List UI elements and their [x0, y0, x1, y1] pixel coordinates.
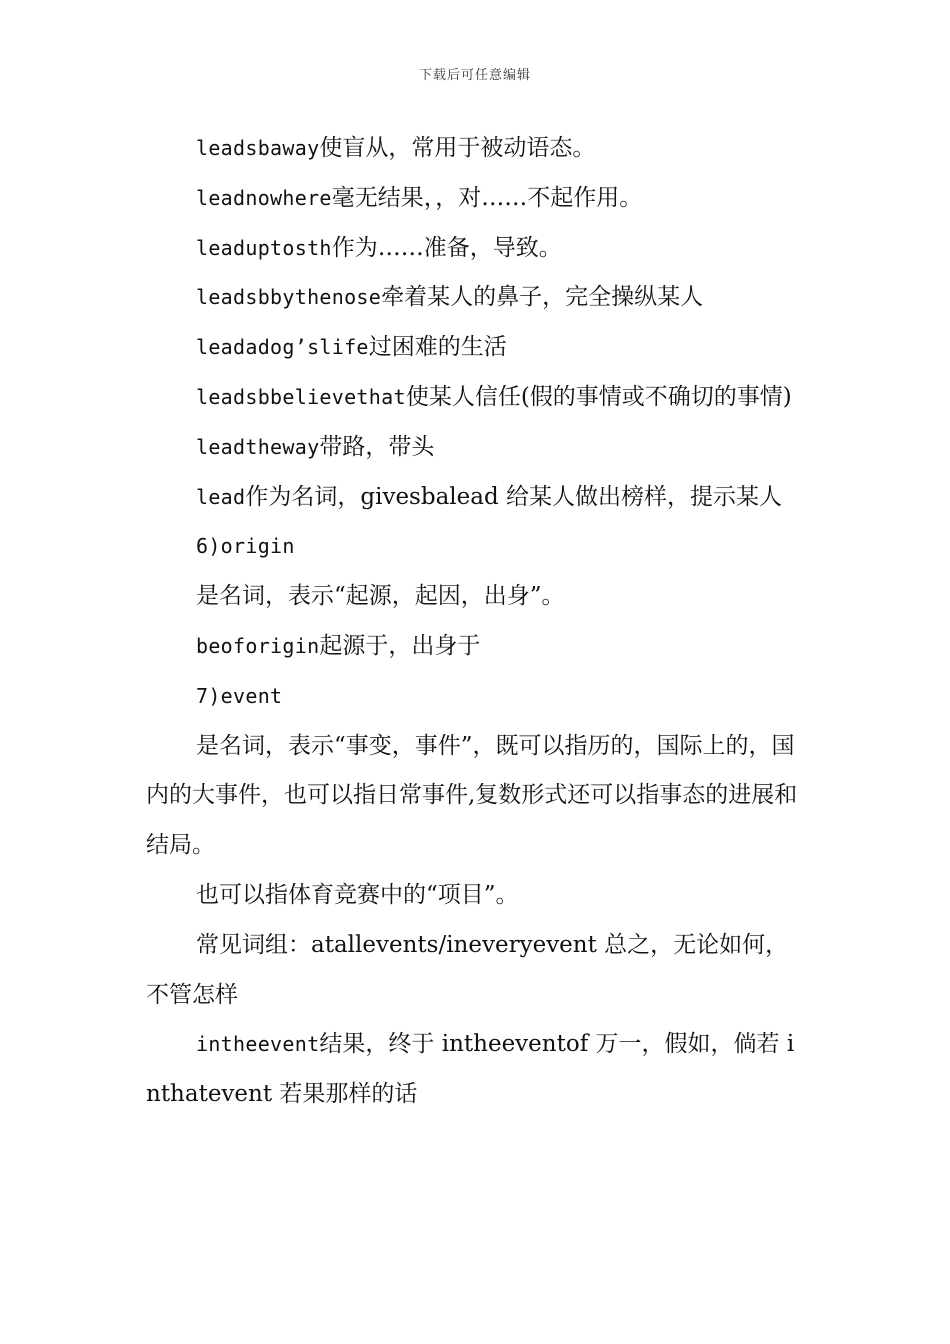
- phrase-definition: 使某人信任(假的事情或不确切的事情): [405, 383, 792, 410]
- phrase-term: leaduptosth: [196, 235, 332, 260]
- paragraph-leadnowhere: [146, 174, 808, 224]
- phrase-definition: 起源于，出身于: [319, 632, 481, 659]
- phrase-term: leadsbaway: [196, 136, 320, 160]
- phrase-definition: 作为……准备，导致。: [331, 234, 562, 261]
- paragraph-leadsbbythenose: [146, 273, 808, 323]
- phrase-definition: 是名词，表示“事变，事件”，既可以指历的，国际上的，国内的大事件，也可以指日常事件,复数形式还可以指事态的进展和结局。: [146, 732, 798, 859]
- section-heading-origin: [146, 522, 808, 572]
- section-heading-event: [146, 672, 808, 722]
- phrase-definition: 带路，带头: [319, 433, 435, 460]
- phrase-term: leadsbbythenose: [196, 285, 382, 310]
- paragraph-intheevent: [146, 1020, 808, 1120]
- phrase-definition: 过困难的生活: [368, 334, 507, 361]
- section-heading-text: 6)origin: [196, 534, 295, 559]
- paragraph-leaduptosth: [146, 224, 808, 274]
- paragraph-common-phrases: [146, 921, 808, 1021]
- paragraph-leadadogslife: [146, 323, 808, 373]
- phrase-definition: 是名词，表示“起源，起因，出身”。: [196, 583, 565, 610]
- phrase-term: beoforigin: [196, 633, 320, 658]
- phrase-term: leadsbbelievethat: [196, 384, 406, 409]
- phrase-definition: 常见词组：atallevents/ineveryevent 总之，无论如何，不管怎样: [146, 931, 789, 1008]
- phrase-definition: 结果，终于 intheeventof 万一，假如，倘若 inthatevent 若果那样的话: [146, 1031, 795, 1108]
- paragraph-leadsbaway: [146, 124, 808, 174]
- phrase-term: leadadog’slife: [196, 335, 369, 360]
- paragraph-leadsbbelievethat: [146, 373, 808, 423]
- paragraph-event-definition: [146, 722, 808, 871]
- paragraph-event-sports: [146, 871, 808, 921]
- paragraph-beoforigin: [146, 622, 808, 672]
- phrase-definition: 也可以指体育竞赛中的“项目”。: [196, 881, 519, 908]
- paragraph-origin-definition: [146, 572, 808, 622]
- phrase-term: intheevent: [196, 1032, 320, 1057]
- phrase-term: lead: [196, 484, 246, 509]
- section-heading-text: 7)event: [196, 683, 283, 708]
- phrase-definition: 牵着某人的鼻子，完全操纵某人: [381, 284, 704, 311]
- phrase-definition: 使盲从，常用于被动语态。: [319, 135, 596, 161]
- paragraph-lead-noun: [146, 473, 808, 523]
- document-body: [146, 124, 808, 1120]
- page-header: 下载后可任意编辑: [418, 68, 531, 83]
- phrase-term: leadnowhere: [196, 185, 332, 210]
- phrase-definition: 作为名词，givesbalead 给某人做出榜样，提示某人: [245, 483, 783, 510]
- phrase-definition: 毫无结果，，对……不起作用。: [331, 184, 643, 211]
- phrase-term: leadtheway: [196, 434, 320, 459]
- paragraph-leadtheway: [146, 423, 808, 473]
